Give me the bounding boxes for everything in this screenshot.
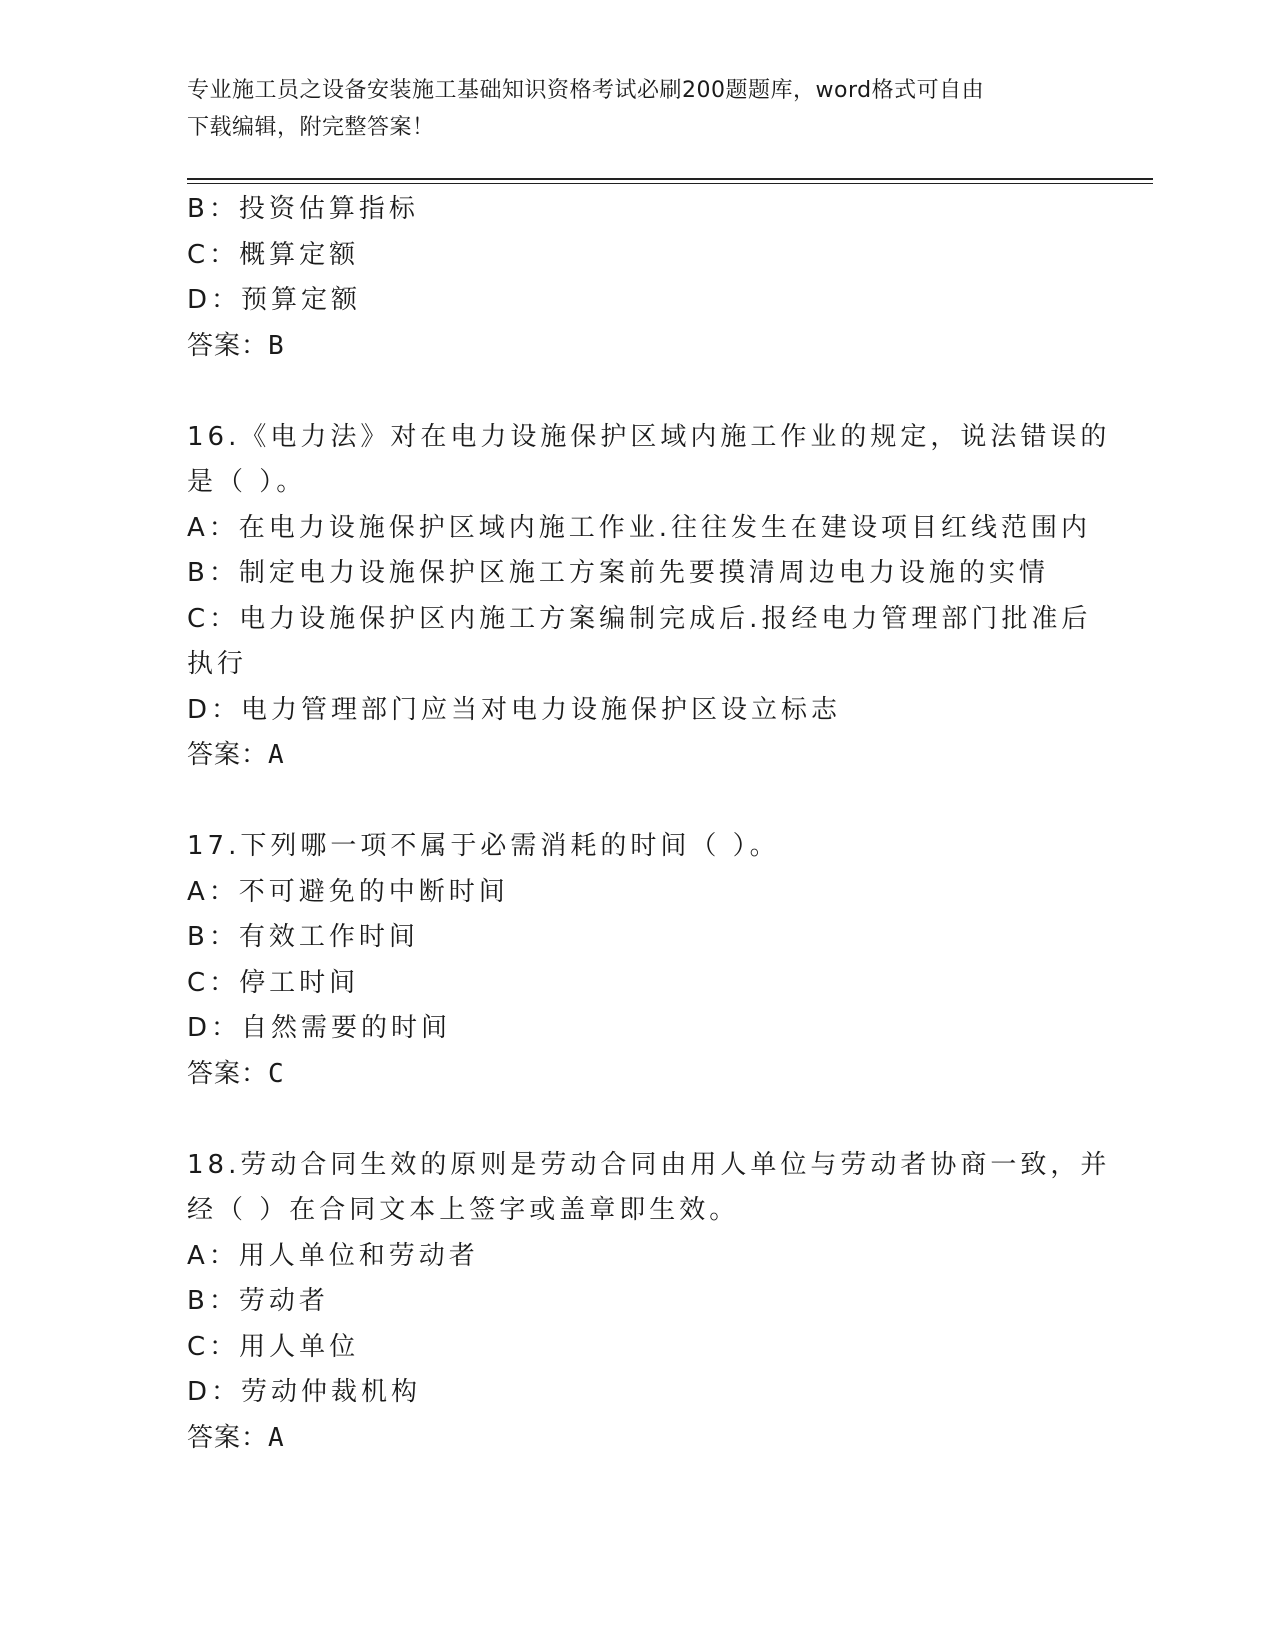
question-16: [187, 415, 1111, 779]
option-c-continued: 执行: [187, 649, 248, 679]
question-stem-continued: 经（ ）在合同文本上签字或盖章即生效。: [187, 1195, 740, 1225]
option-b: B：投资估算指标: [187, 194, 419, 224]
header-divider-thick: [187, 178, 1153, 180]
spacer: [187, 1097, 1087, 1143]
option-b: B：劳动者: [187, 1286, 329, 1316]
answer-label: 答案：: [187, 740, 269, 770]
option-d: D：劳动仲裁机构: [187, 1377, 422, 1407]
question-list: [187, 187, 1111, 1461]
header-line-1: 专业施工员之设备安装施工基础知识资格考试必刷200题题库，word格式可自由: [187, 78, 985, 103]
option-d: D：自然需要的时间: [187, 1013, 452, 1043]
question-18: [187, 1143, 1111, 1462]
question-stem: 18.劳动合同生效的原则是劳动合同由用人单位与劳动者协商一致，并: [187, 1149, 1111, 1180]
spacer: [187, 779, 1087, 825]
answer-value: C: [268, 1058, 284, 1089]
option-c: C：用人单位: [187, 1331, 360, 1362]
answer-value: B: [268, 330, 284, 361]
answer-value: A: [268, 740, 284, 770]
answer-line: [187, 1416, 1087, 1462]
answer-line: [187, 733, 1087, 779]
spacer: [187, 369, 1087, 415]
header-divider-thin: [187, 183, 1153, 184]
question-17: [187, 824, 1087, 1097]
option-a: A：用人单位和劳动者: [187, 1240, 479, 1271]
question-15-continued: [187, 187, 1087, 369]
option-b: B：制定电力设施保护区施工方案前先要摸清周边电力设施的实情: [187, 558, 1049, 588]
question-stem: 16.《电力法》对在电力设施保护区域内施工作业的规定，说法错误的: [187, 421, 1111, 452]
answer-label: 答案：: [187, 330, 269, 361]
option-c: C：概算定额: [187, 239, 360, 270]
option-d: D：电力管理部门应当对电力设施保护区设立标志: [187, 694, 842, 725]
option-a: A：不可避免的中断时间: [187, 876, 509, 907]
document-header: [187, 72, 1067, 146]
answer-label: 答案：: [187, 1058, 269, 1089]
option-b: B：有效工作时间: [187, 922, 419, 952]
header-line-2: 下载编辑，附完整答案！: [187, 115, 435, 140]
question-stem-continued: 是（ ）。: [187, 467, 307, 497]
answer-label: 答案：: [187, 1422, 269, 1453]
option-c: C：停工时间: [187, 967, 360, 998]
answer-line: [187, 324, 1087, 370]
option-d: D：预算定额: [187, 285, 362, 315]
question-stem: 17.下列哪一项不属于必需消耗的时间（ ）。: [187, 831, 780, 861]
option-a: A：在电力设施保护区域内施工作业.往往发生在建设项目红线范围内: [187, 512, 1092, 543]
answer-value: A: [268, 1422, 284, 1453]
answer-line: [187, 1052, 1087, 1098]
option-c: C：电力设施保护区内施工方案编制完成后.报经电力管理部门批准后: [187, 603, 1092, 634]
